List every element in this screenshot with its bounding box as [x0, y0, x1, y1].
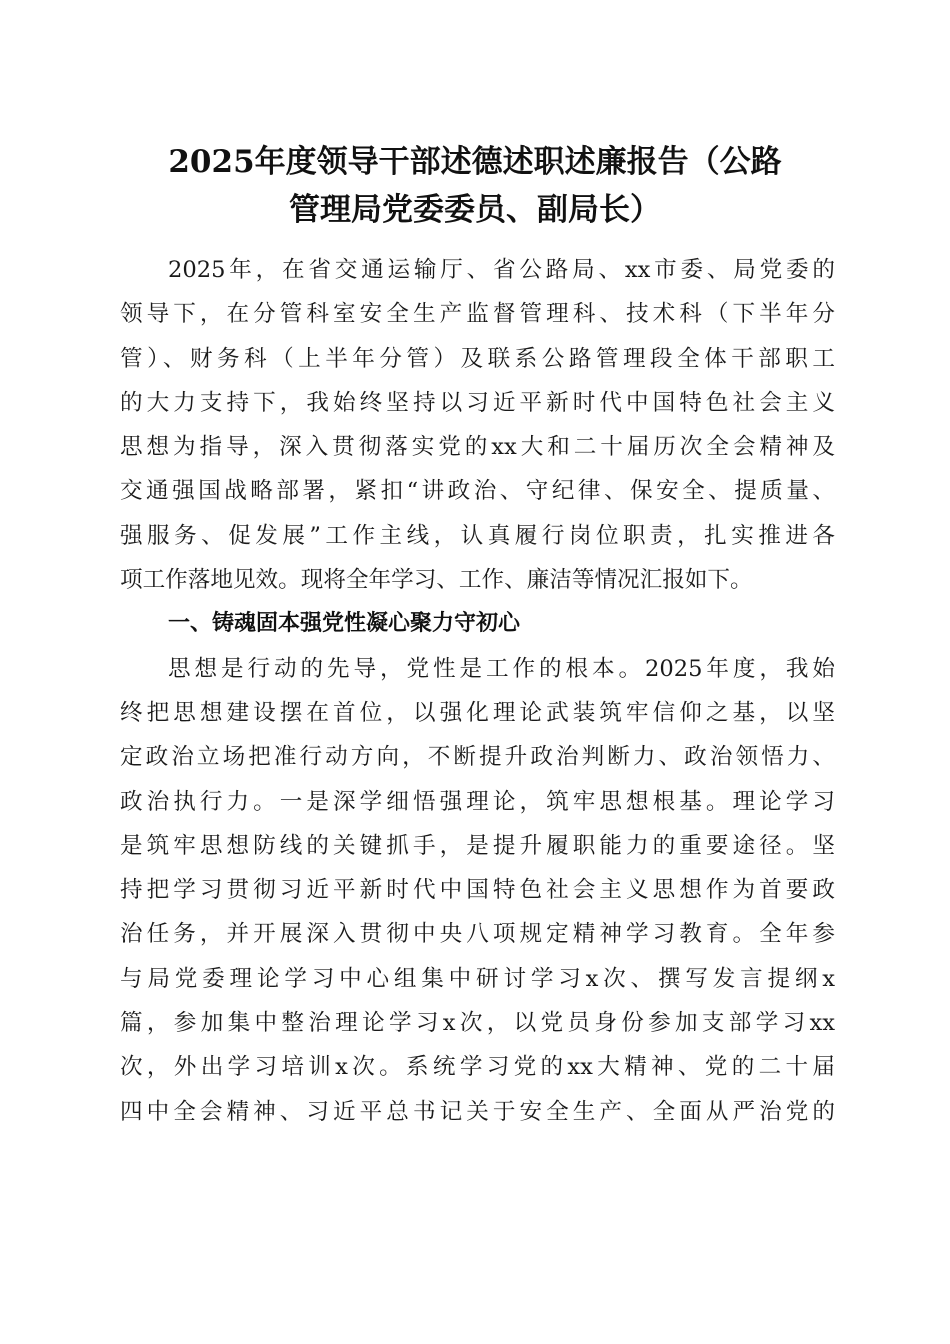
paragraph-line: 项工作落地见效。现将全年学习、工作、廉洁等情况汇报如下。	[120, 567, 753, 594]
paragraph-line: 2025年，在省交通运输厅、省公路局、xx市委、局党委的	[168, 257, 835, 283]
paragraph-line: 持把学习贯彻习近平新时代中国特色社会主义思想作为首要政	[120, 877, 835, 904]
paragraph-line: 的大力支持下，我始终坚持以习近平新时代中国特色社会主义	[120, 389, 835, 416]
paragraph-line: 与局党委理论学习中心组集中研讨学习x次、撰写发言提纲x	[120, 965, 835, 992]
document-title	[110, 138, 840, 234]
paragraph-line: 定政治立场把准行动方向，不断提升政治判断力、政治领悟力、	[120, 744, 835, 771]
paragraph-2	[120, 647, 835, 1134]
paragraph-line: 是筑牢思想防线的关键抓手，是提升履职能力的重要途径。坚	[120, 832, 835, 859]
paragraph-line: 管）、财务科（上半年分管）及联系公路管理段全体干部职工	[120, 345, 835, 372]
title-line-2: 管理局党委委员、副局长）	[289, 192, 661, 228]
paragraph-line: 四中全会精神、习近平总书记关于安全生产、全面从严治党的	[120, 1098, 835, 1125]
paragraph-line: 思想是行动的先导，党性是工作的根本。2025年度，我始	[168, 655, 835, 682]
title-line-1: 2025年度领导干部述德述职述廉报告（公路	[168, 144, 782, 180]
paragraph-line: 强服务、促发展”工作主线，认真履行岗位职责，扎实推进各	[120, 522, 835, 549]
paragraph-line: 思想为指导，深入贯彻落实党的xx大和二十届历次全会精神及	[120, 434, 835, 461]
document-body	[120, 248, 835, 1134]
paragraph-line: 终把思想建设摆在首位，以强化理论武装筑牢信仰之基，以坚	[120, 699, 835, 726]
paragraph-line: 次，外出学习培训x次。系统学习党的xx大精神、党的二十届	[120, 1054, 835, 1081]
paragraph-line: 领导下，在分管科室安全生产监督管理科、技术科（下半年分	[120, 301, 835, 328]
section-heading-1: 一、铸魂固本强党性凝心聚力守初心	[168, 611, 521, 637]
paragraph-line: 治任务，并开展深入贯彻中央八项规定精神学习教育。全年参	[120, 921, 835, 948]
paragraph-1	[120, 248, 835, 602]
paragraph-line: 篇，参加集中整治理论学习x次，以党员身份参加支部学习xx	[120, 1010, 835, 1037]
paragraph-line: 政治执行力。一是深学细悟强理论，筑牢思想根基。理论学习	[120, 788, 835, 815]
paragraph-line: 交通强国战略部署，紧扣“讲政治、守纪律、保安全、提质量、	[120, 478, 835, 505]
